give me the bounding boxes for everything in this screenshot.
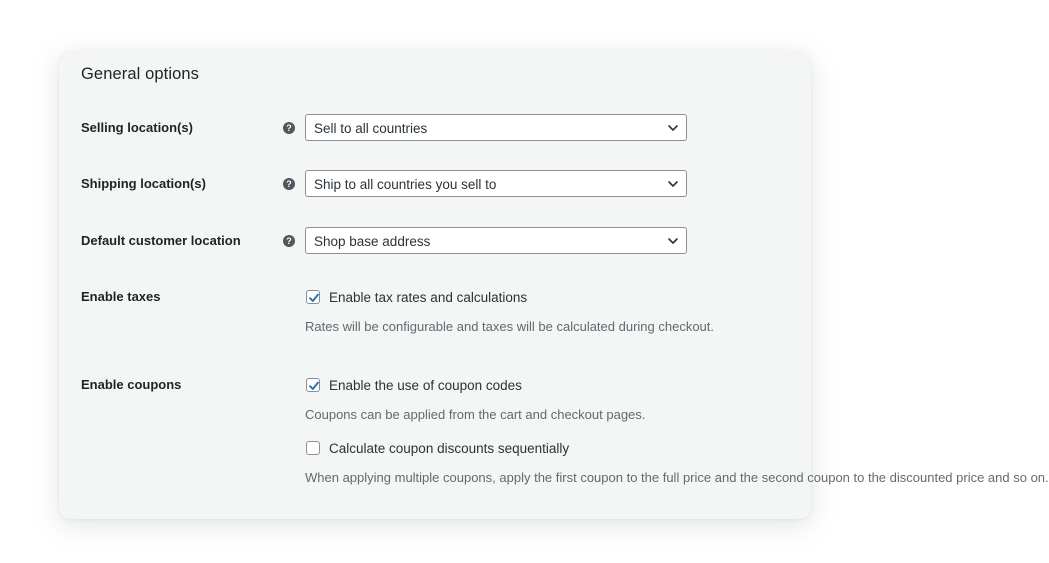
general-options-panel xyxy=(59,51,1049,519)
enable-coupons-checkbox-label[interactable]: Enable the use of coupon codes xyxy=(329,378,522,393)
sequential-coupons-checkbox-label[interactable]: Calculate coupon discounts sequentially xyxy=(329,441,570,456)
selling-location-value: Sell to all countries xyxy=(314,121,428,136)
default-customer-location-value: Shop base address xyxy=(314,234,431,249)
default-customer-location-select[interactable] xyxy=(305,227,687,254)
sequential-coupons-checkbox[interactable] xyxy=(306,441,320,455)
shipping-location-value: Ship to all countries you sell to xyxy=(314,177,497,192)
checkmark-icon xyxy=(307,379,321,393)
selling-location-help-icon[interactable]: ? xyxy=(283,122,295,134)
shipping-location-select[interactable] xyxy=(305,170,687,197)
default-customer-location-help-icon[interactable]: ? xyxy=(283,235,295,247)
section-title: General options xyxy=(81,65,199,83)
shipping-location-help-icon[interactable]: ? xyxy=(283,178,295,190)
enable-taxes-checkbox[interactable] xyxy=(306,290,320,304)
chevron-down-icon xyxy=(667,235,679,247)
enable-taxes-description: Rates will be configurable and taxes will be calculated during checkout. xyxy=(305,319,715,334)
selling-location-label: Selling location(s) xyxy=(81,120,193,135)
sequential-coupons-description: When applying multiple coupons, apply the first coupon to the full price and the second coupon to the discounted price and so on. xyxy=(305,470,1049,485)
checkmark-icon xyxy=(307,291,321,305)
enable-coupons-label: Enable coupons xyxy=(81,377,182,392)
enable-taxes-label: Enable taxes xyxy=(81,289,161,304)
shipping-location-label: Shipping location(s) xyxy=(81,176,206,191)
chevron-down-icon xyxy=(667,122,679,134)
enable-coupons-checkbox[interactable] xyxy=(306,378,320,392)
enable-coupons-description: Coupons can be applied from the cart and checkout pages. xyxy=(305,407,646,422)
chevron-down-icon xyxy=(667,178,679,190)
selling-location-select[interactable] xyxy=(305,114,687,141)
enable-taxes-checkbox-label[interactable]: Enable tax rates and calculations xyxy=(329,290,528,305)
default-customer-location-label: Default customer location xyxy=(81,233,241,248)
